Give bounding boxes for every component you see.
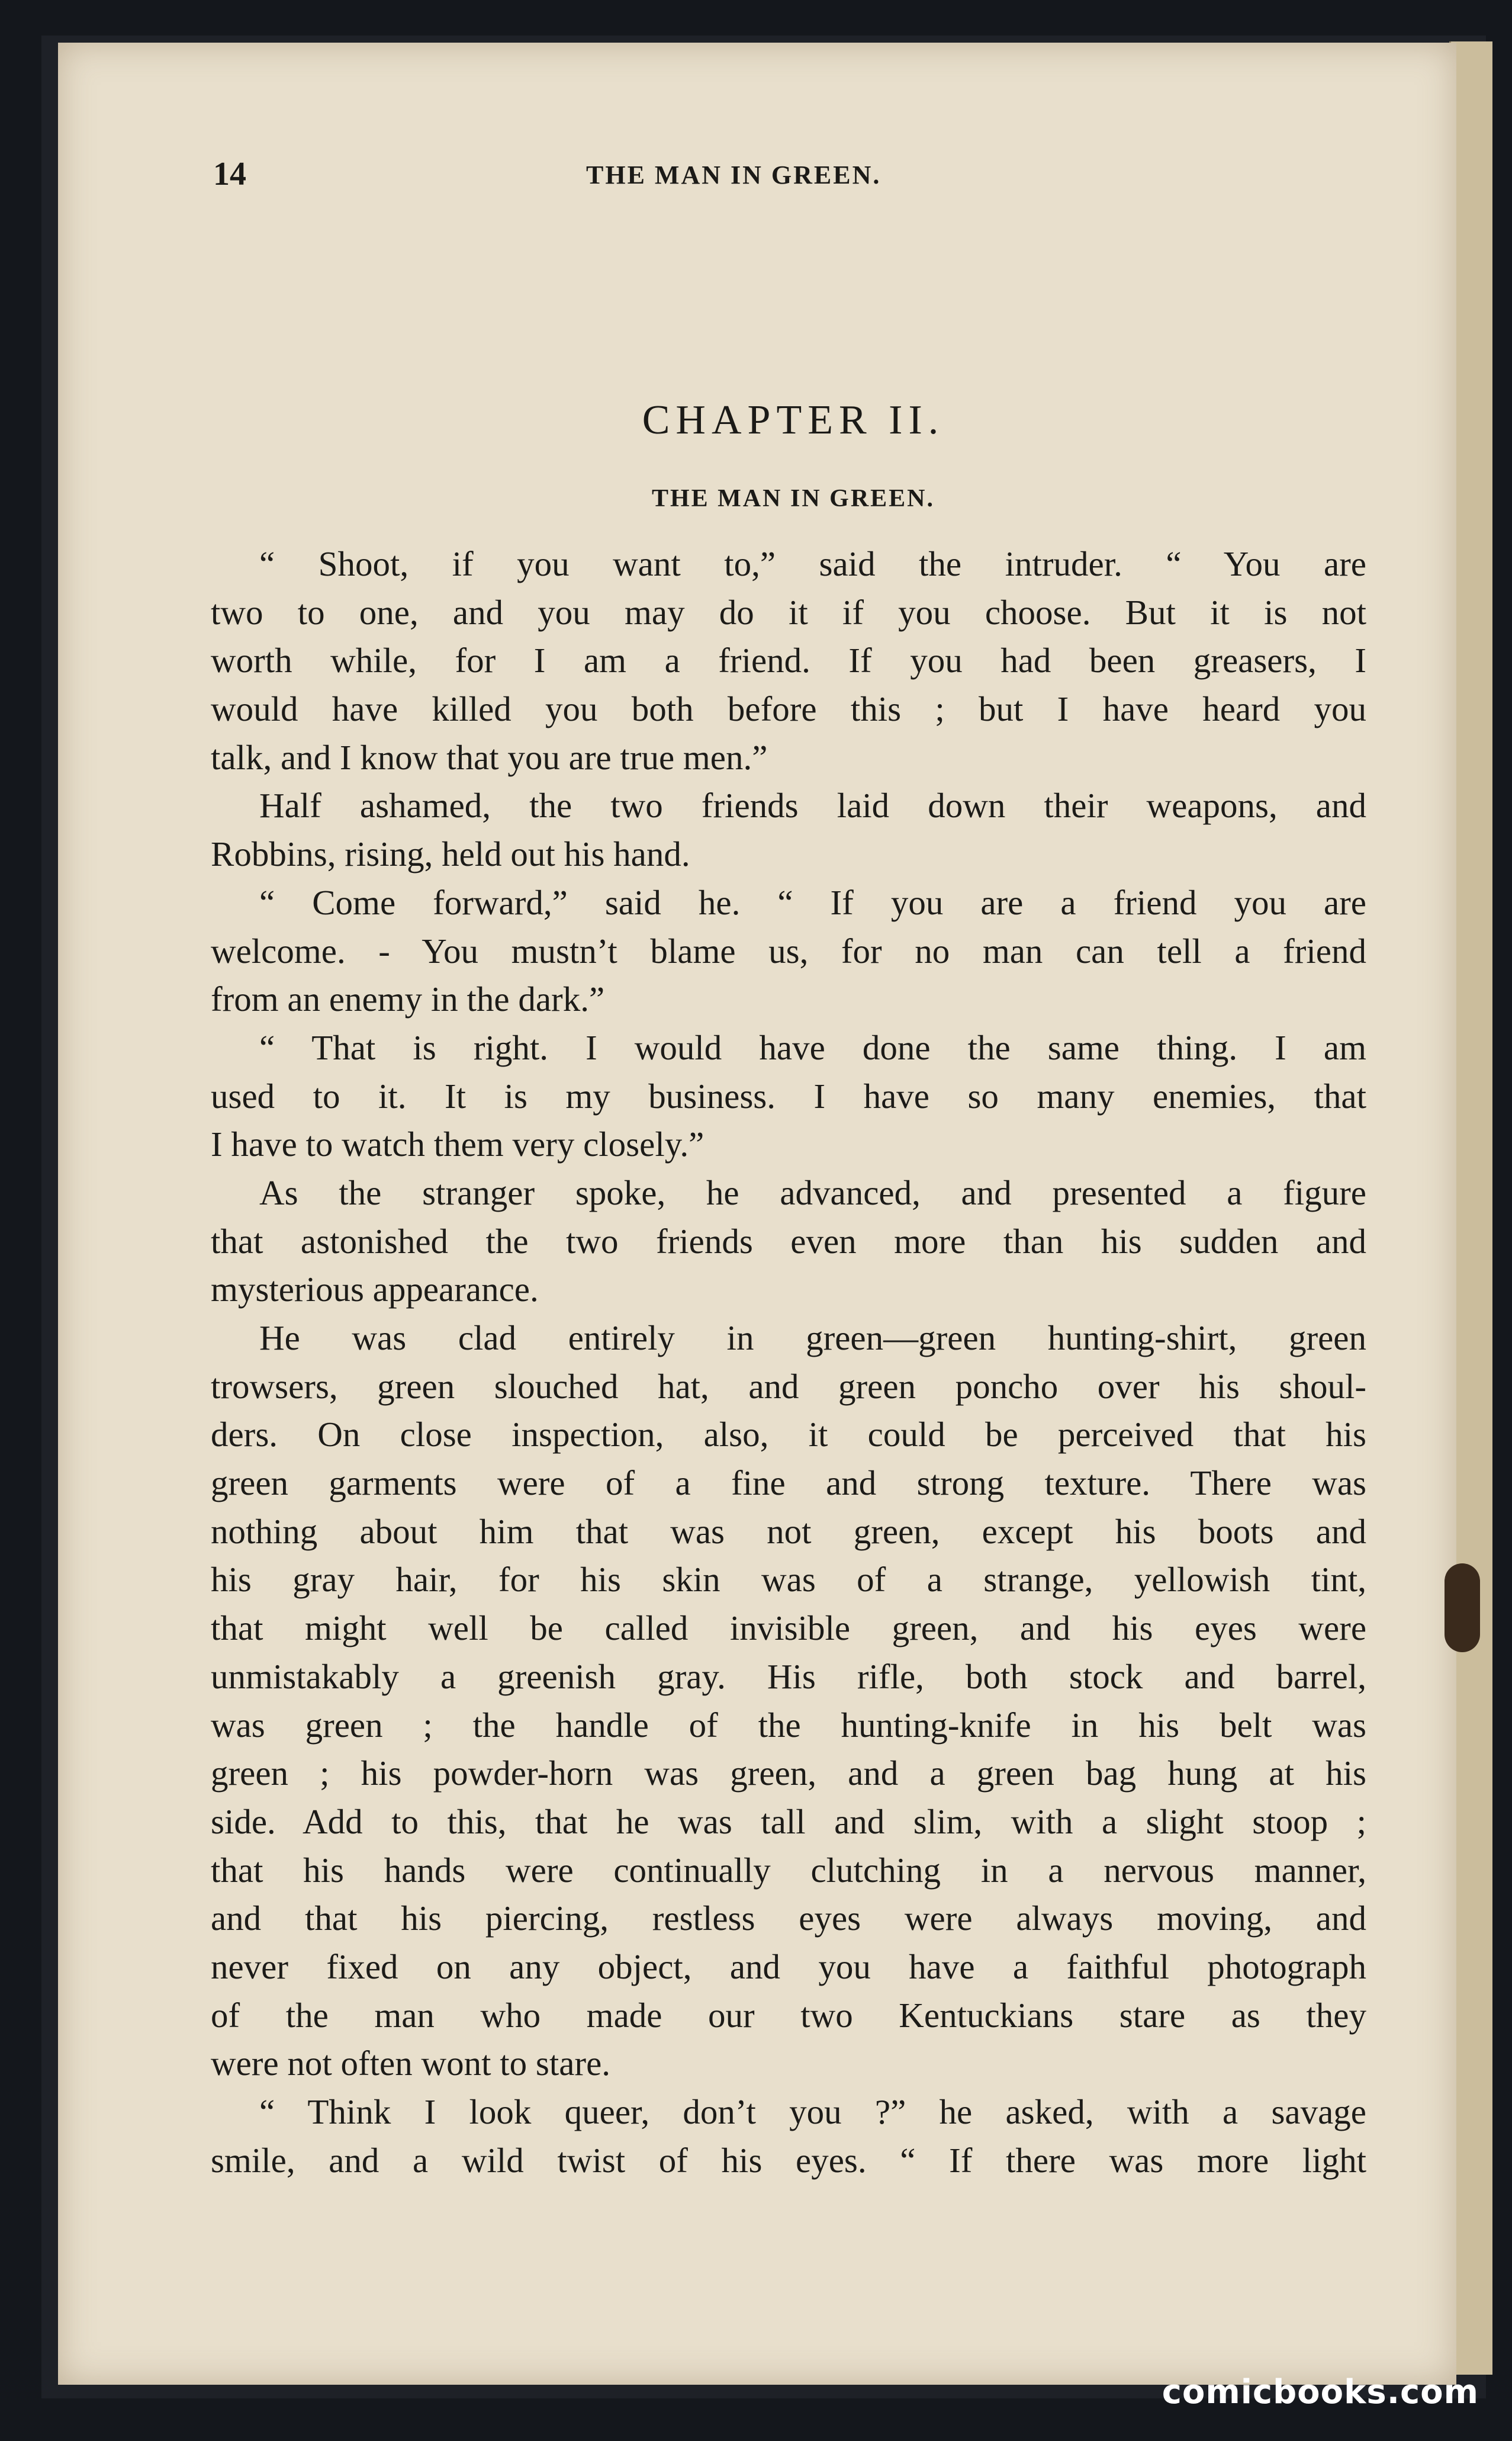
text-line: that astonished the two friends even more than his sudden and <box>211 1221 1366 1261</box>
text-line: two to one, and you may do it if you choose. But it is not <box>211 592 1366 632</box>
text-line: unmistakably a greenish gray. His rifle, both stock and barrel, <box>211 1656 1366 1696</box>
text-line: Half ashamed, the two friends laid down their weapons, and <box>259 786 1366 826</box>
text-line: “ Come forward,” said he. “ If you are a friend you are <box>259 882 1366 922</box>
text-line: smile, and a wild twist of his eyes. “ If there was more light <box>211 2140 1366 2180</box>
text-line: used to it. It is my business. I have so many enemies, that <box>211 1076 1366 1116</box>
text-line: “ That is right. I would have done the same thing. I am <box>259 1027 1366 1067</box>
body-text <box>211 540 1366 2185</box>
running-head <box>213 155 1373 203</box>
text-line: his gray hair, for his skin was of a strange, yellowish tint, <box>211 1560 1366 1600</box>
text-line: was green ; the handle of the hunting-knife in his belt was <box>211 1705 1366 1745</box>
text-line: from an enemy in the dark.” <box>211 979 605 1019</box>
text-line: talk, and I know that you are true men.” <box>211 737 768 777</box>
text-line: that his hands were continually clutching in a nervous manner, <box>211 1850 1366 1890</box>
page-number: 14 <box>213 156 246 192</box>
chapter-title: THE MAN IN GREEN. <box>651 485 935 512</box>
text-line: “ Shoot, if you want to,” said the intruder. “ You are <box>259 544 1366 583</box>
text-line: of the man who made our two Kentuckians stare as they <box>211 1995 1366 2035</box>
site-watermark: comicbooks.com <box>1162 2373 1479 2411</box>
text-line: Robbins, rising, held out his hand. <box>211 834 690 874</box>
page-damage-mark <box>1445 1563 1480 1652</box>
text-line: and that his piercing, restless eyes were always moving, and <box>211 1899 1366 1938</box>
text-line: I have to watch them very closely.” <box>211 1125 704 1164</box>
text-line: would have killed you both before this ; but I have heard you <box>211 689 1366 729</box>
text-line: never fixed on any object, and you have a faithful photograph <box>211 1947 1366 1986</box>
text-line: worth while, for I am a friend. If you had been greasers, I <box>211 641 1366 680</box>
text-line: “ Think I look queer, don’t you ?” he asked, with a savage <box>259 2092 1366 2131</box>
text-line: nothing about him that was not green, except his boots and <box>211 1511 1366 1551</box>
text-line: were not often wont to stare. <box>211 2044 611 2083</box>
text-line: that might well be called invisible green, and his eyes were <box>211 1608 1366 1648</box>
running-head-title: THE MAN IN GREEN. <box>586 160 882 190</box>
text-line: green garments were of a fine and strong texture. There was <box>211 1463 1366 1503</box>
text-line: He was clad entirely in green—green hunting-shirt, green <box>259 1318 1366 1357</box>
text-line: As the stranger spoke, he advanced, and presented a figure <box>259 1173 1366 1212</box>
text-line: welcome. - You mustn’t blame us, for no man can tell a friend <box>211 931 1366 971</box>
text-line: side. Add to this, that he was tall and slim, with a slight stoop ; <box>211 1801 1366 1841</box>
text-line: mysterious appearance. <box>211 1270 539 1309</box>
text-line: green ; his powder-horn was green, and a green bag hung at his <box>211 1753 1366 1793</box>
text-line: ders. On close inspection, also, it could be perceived that his <box>211 1415 1366 1454</box>
text-line: trowsers, green slouched hat, and green poncho over his shoul- <box>211 1366 1366 1406</box>
chapter-heading: CHAPTER II. <box>642 397 945 443</box>
